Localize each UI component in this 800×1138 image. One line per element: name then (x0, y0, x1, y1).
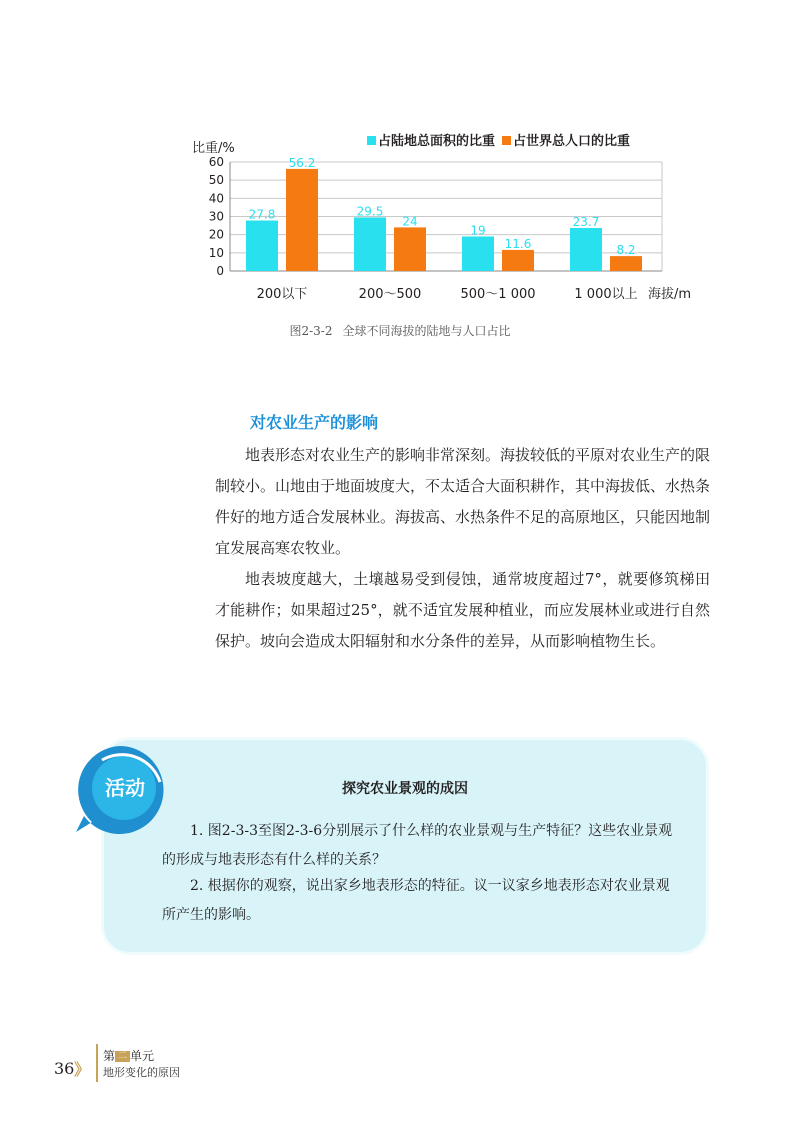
unit-number-badge: 二 (115, 1051, 130, 1062)
bar-value-label: 56.2 (288, 155, 316, 170)
activity-question-2 (162, 872, 682, 930)
bar (394, 227, 426, 271)
bar (610, 256, 642, 271)
bar-value-label: 19 (470, 223, 486, 238)
y-tick-label: 60 (208, 155, 224, 169)
paragraph-2: 地表坡度越大，土壤越易受到侵蚀，通常坡度超过7°，就要修筑梯田才能耕作；如果超过25°，就不适宜发展种植业，而应发展林业或进行自然保护。坡向会造成太阳辐射和水分条件的差异，从而影响植物生长。 (215, 570, 710, 650)
y-tick-label: 10 (208, 245, 224, 260)
y-tick-label: 40 (208, 191, 224, 206)
page-number: 36 (54, 1059, 75, 1078)
legend-label: 占陆地总面积的比重 (378, 134, 496, 149)
unit-prefix: 第 (103, 1049, 116, 1063)
page-arrows: 》 (74, 1060, 91, 1079)
bar-value-label: 8.2 (616, 243, 636, 258)
unit-suffix: 单元 (130, 1049, 155, 1063)
figure-caption (0, 322, 800, 339)
bar-value-label: 29.5 (356, 204, 384, 219)
figure-number: 图2-3-2 (289, 324, 333, 338)
figure-caption-text: 全球不同海拔的陆地与人口占比 (342, 324, 511, 338)
x-tick-label: 200～500 (358, 287, 422, 302)
y-tick-label: 30 (208, 209, 224, 224)
y-axis-label: 比重/% (192, 141, 235, 156)
bar (462, 236, 494, 271)
footer-divider (96, 1044, 98, 1082)
bar (502, 250, 534, 271)
bar-value-label: 24 (402, 214, 418, 229)
activity-label: 活动 (105, 776, 145, 800)
bar (286, 169, 318, 271)
bar (246, 220, 278, 271)
legend-swatch (367, 136, 376, 145)
unit-title: 地形变化的原因 (103, 1066, 180, 1079)
y-tick-label: 20 (208, 227, 224, 242)
y-tick-label: 50 (208, 173, 224, 188)
legend-swatch (502, 136, 511, 145)
section-body (215, 440, 710, 657)
bar-chart (0, 0, 800, 320)
x-axis-label: 海拔/m (648, 287, 692, 302)
bar-value-label: 11.6 (504, 236, 532, 251)
activity-question-1-text: 1. 图2-3-3至图2-3-6分别展示了什么样的农业景观与生产特征？这些农业景观的形成与地表形态有什么样的关系？ (162, 823, 673, 868)
activity-question-2-text: 2. 根据你的观察，说出家乡地表形态的特征。议一议家乡地表形态对农业景观所产生的影响。 (162, 878, 670, 923)
bar (570, 228, 602, 271)
x-tick-label: 1 000以上 (574, 287, 638, 302)
section-title: 对农业生产的影响 (250, 413, 379, 432)
bar-value-label: 23.7 (572, 214, 600, 229)
bar (354, 217, 386, 271)
bar-value-label: 27.8 (248, 207, 276, 222)
x-tick-label: 500～1 000 (460, 287, 536, 302)
unit-heading (103, 1047, 154, 1064)
activity-title: 探究农业景观的成因 (342, 781, 468, 797)
legend-label: 占世界总人口的比重 (513, 134, 631, 149)
y-tick-label: 0 (216, 264, 224, 278)
paragraph-1: 地表形态对农业生产的影响非常深刻。海拔较低的平原对农业生产的限制较小。山地由于地面坡度大，不太适合大面积耕作，其中海拔低、水热条件好的地方适合发展林业。海拔高、水热条件不足的高原地区，只能因地制宜发展高寒农牧业。 (215, 446, 711, 557)
x-tick-label: 200以下 (256, 287, 308, 302)
activity-question-1 (162, 817, 682, 875)
